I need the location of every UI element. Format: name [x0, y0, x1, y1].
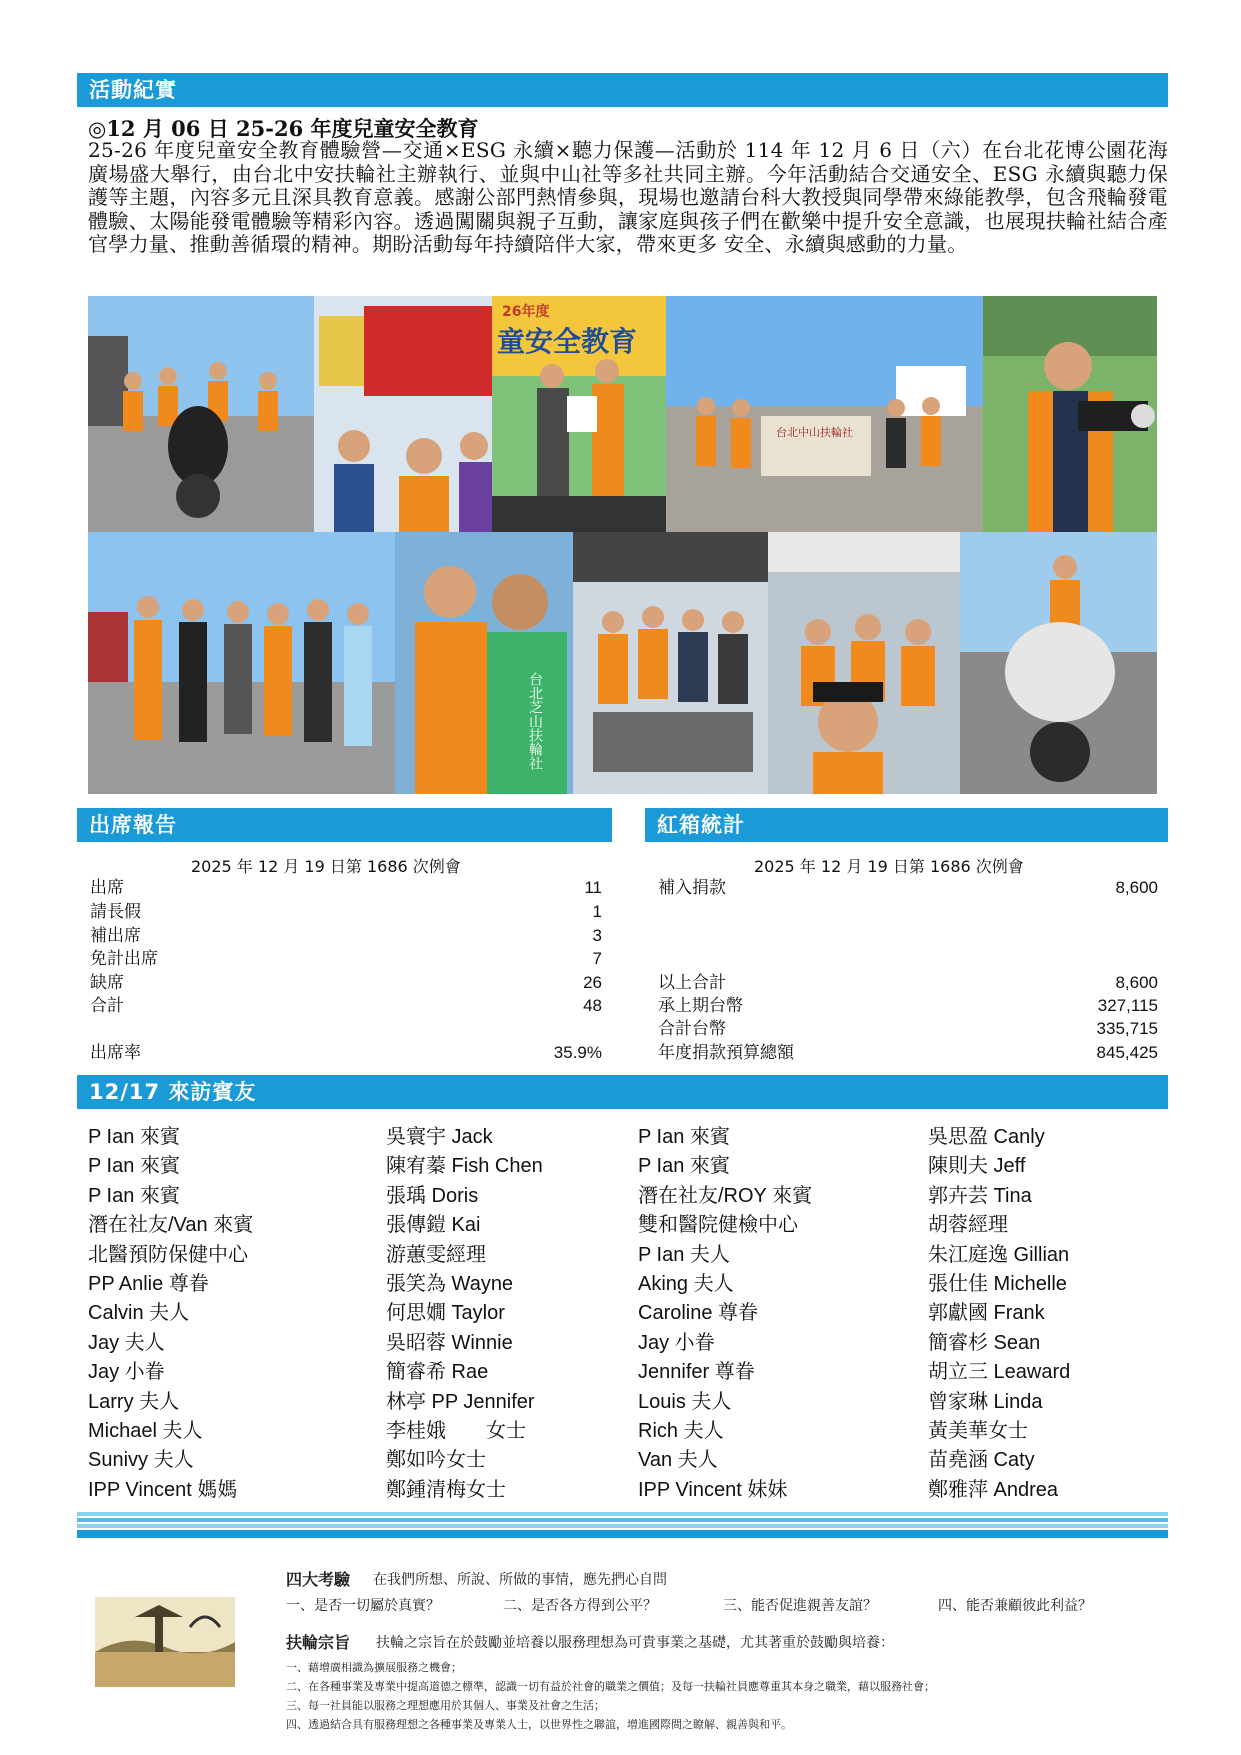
visitor-name: Louis 夫人	[638, 1390, 732, 1413]
redbox-row: 承上期台幣 327,115	[658, 996, 1158, 1016]
visitor-name: Van 夫人	[638, 1449, 718, 1472]
photo-waving-selfie	[768, 532, 960, 794]
visitor-name: 鄭鍾清梅女士	[386, 1478, 506, 1501]
event-title: ◎12 月 06 日 25-26 年度兒童安全教育	[88, 116, 479, 141]
visitor-name: 吳寰宇 Jack	[386, 1126, 493, 1148]
visitor-name: P Ian 來賓	[88, 1155, 180, 1178]
visitor-name: Larry 夫人	[88, 1390, 180, 1413]
event-description: 25-26 年度兒童安全教育體驗營—交通×ESG 永續×聽力保護—活動於 114 年 12 月 6 日（六）在台北花博公園花海廣場盛大舉行，由台北中安扶輪社主辦執行、並與中山社等多社共同主辦。今年活動結合交通安全、ESG 永續與聽力保護等主題，內容多元且深具教育意義。感謝公部門熱情參與，現場也邀請台科大教授與同學帶來綠能教學，包含飛輪發電體驗、太陽能發電體驗等精彩內容。透過闖關與親子互動，讓家庭與孩子們在歡樂中提升安全意識，也展現扶輪社結合產官學力量、推動善循環的精神。期盼活動每年持續陪伴大家，帶來更多 安全、永續與感動的力量。	[88, 138, 1168, 256]
object-item: 三、每一社員能以服務之理想應用於其個人、事業及社會之生活；	[286, 1699, 605, 1712]
visitor-name: 張瑀 Doris	[386, 1184, 479, 1207]
visitor-name: Jay 小眷	[638, 1331, 715, 1354]
section-title-redbox: 紅箱統計	[657, 812, 745, 837]
visitor-name: IPP Vincent 媽媽	[88, 1478, 238, 1501]
visitor-name: Calvin 夫人	[88, 1302, 190, 1325]
vest-club-text: 台北芝山扶輪社	[527, 672, 543, 770]
visitor-name: 陳宥蓁 Fish Chen	[386, 1155, 543, 1178]
club-flag-text: 台北中山扶輪社	[776, 426, 853, 439]
object-of-rotary-title: 扶輪宗旨	[286, 1633, 351, 1652]
section-bar-activity	[77, 73, 1168, 107]
visitor-name: 吳昭蓉 Winnie	[386, 1331, 513, 1354]
four-way-test-title: 四大考驗	[286, 1570, 351, 1589]
section-title-visitors: 12/17 來訪賓友	[89, 1080, 257, 1104]
photo-fire-truck	[314, 296, 492, 532]
visitor-name: 胡立三 Leaward	[928, 1361, 1071, 1384]
object-item: 一、藉增廣相識為擴展服務之機會；	[286, 1661, 462, 1674]
object-item: 四、透過結合具有服務理想之各種事業及專業人士，以世界性之聯誼，增進國際間之瞭解、親善與和平。	[286, 1718, 792, 1731]
visitor-name: 潛在社友/Van 來賓	[88, 1214, 254, 1237]
divider-stripe	[77, 1518, 1168, 1522]
visitor-name: 張笑為 Wayne	[386, 1273, 514, 1295]
visitor-name: Jennifer 尊眷	[638, 1361, 755, 1384]
visitor-name: Aking 夫人	[638, 1273, 734, 1295]
visitor-name: PP Anlie 尊眷	[88, 1273, 209, 1295]
four-way-item: 四、能否兼顧彼此利益？	[938, 1598, 1092, 1614]
visitor-name: 苗堯涵 Caty	[928, 1449, 1035, 1472]
visitor-name: 潛在社友/ROY 來賓	[638, 1184, 813, 1207]
attendance-rate-row: 出席率 35.9%	[90, 1043, 602, 1063]
visitor-name: 鄭如吟女士	[386, 1449, 486, 1472]
visitor-name: Sunivy 夫人	[88, 1449, 194, 1472]
section-bar-redbox	[645, 808, 1168, 842]
visitor-name: Caroline 尊眷	[638, 1302, 759, 1325]
visitor-name: 李桂娥 女士	[386, 1420, 526, 1442]
section-title-activity: 活動紀實	[89, 77, 177, 102]
visitor-name: 郭卉芸 Tina	[928, 1184, 1032, 1207]
visitor-name: 張仕佳 Michelle	[928, 1273, 1067, 1295]
redbox-meeting: 2025 年 12 月 19 日第 1686 次例會	[754, 857, 1024, 876]
four-way-item: 一、是否一切屬於真實？	[286, 1598, 440, 1614]
visitor-name: 曾家琳 Linda	[928, 1390, 1043, 1413]
attendance-row: 缺席 26	[90, 973, 602, 993]
visitor-name: 雙和醫院健檢中心	[638, 1214, 798, 1237]
visitor-name: 陳則夫 Jeff	[928, 1155, 1026, 1178]
visitor-name: 吳思盈 Canly	[928, 1126, 1045, 1148]
object-item: 二、在各種事業及專業中提高道德之標準，認識一切有益於社會的職業之價值；及每一扶輪社員應尊重其本身之職業，藉以服務社會；	[286, 1680, 935, 1693]
visitor-name: 朱江庭逸 Gillian	[928, 1243, 1070, 1266]
visitor-name: 簡睿杉 Sean	[928, 1331, 1041, 1354]
photo-police-motorcycle	[960, 532, 1157, 794]
visitor-name: P Ian 來賓	[88, 1184, 180, 1207]
visitor-name: 簡睿希 Rae	[386, 1361, 489, 1384]
rotary-landscape-painting	[95, 1597, 235, 1687]
object-of-rotary-intro: 扶輪之宗旨在於鼓勵並培養以服務理想為可貴事業之基礎，尤其著重於鼓勵與培養：	[376, 1635, 894, 1651]
redbox-row: 合計台幣 335,715	[658, 1019, 1158, 1039]
visitor-name: 郭獻國 Frank	[928, 1302, 1045, 1325]
photo-club-banner-group	[666, 296, 983, 532]
visitor-name: 北醫預防保健中心	[88, 1243, 248, 1266]
visitor-name: Rich 夫人	[638, 1420, 724, 1442]
redbox-row: 年度捐款預算總額 845,425	[658, 1043, 1158, 1063]
visitor-name: 張傳鎧 Kai	[386, 1214, 481, 1237]
divider-stripe	[77, 1512, 1168, 1516]
photo-two-members	[395, 532, 573, 794]
visitor-name: P Ian 來賓	[638, 1155, 730, 1178]
photo-photographer	[983, 296, 1157, 532]
visitor-name: Jay 小眷	[88, 1361, 165, 1384]
visitor-name: P Ian 來賓	[88, 1126, 180, 1148]
visitor-name: Michael 夫人	[88, 1420, 203, 1442]
photo-officials-group	[88, 532, 395, 794]
divider-stripe	[77, 1524, 1168, 1528]
visitor-name: 鄭雅萍 Andrea	[928, 1478, 1059, 1501]
visitor-name: 游蕙雯經理	[386, 1243, 486, 1266]
visitor-name: 黃美華女士	[928, 1420, 1028, 1442]
attendance-row: 合計 48	[90, 996, 602, 1016]
redbox-donation-row: 補入捐款 8,600	[658, 878, 1158, 898]
four-way-item: 二、是否各方得到公平？	[503, 1598, 657, 1614]
four-way-test-intro: 在我們所想、所說、所做的事情，應先捫心自問	[373, 1572, 667, 1588]
visitor-name: P Ian 來賓	[638, 1126, 730, 1148]
attendance-row: 補出席 3	[90, 926, 602, 946]
photo-motorcycle-group	[88, 296, 314, 532]
section-title-attendance: 出席報告	[89, 812, 177, 837]
visitor-name: Jay 夫人	[88, 1331, 165, 1354]
attendance-row: 免計出席 7	[90, 949, 602, 969]
visitor-name: 何思嫺 Taylor	[386, 1302, 505, 1325]
attendance-meeting: 2025 年 12 月 19 日第 1686 次例會	[191, 857, 461, 876]
attendance-row: 出席 11	[90, 878, 602, 898]
attendance-row: 請長假 1	[90, 902, 602, 922]
divider-stripe	[77, 1530, 1168, 1538]
visitor-name: 胡蓉經理	[928, 1214, 1008, 1237]
banner-title-text: 童安全教育	[497, 325, 638, 358]
redbox-row: 以上合計 8,600	[658, 973, 1158, 993]
section-bar-visitors	[77, 1075, 1168, 1109]
banner-year-text: 26年度	[502, 304, 550, 320]
photo-seated-audience	[573, 532, 768, 794]
photo-award-stage	[492, 296, 666, 532]
visitor-name: IPP Vincent 妹妹	[638, 1478, 788, 1501]
four-way-item: 三、能否促進親善友誼？	[723, 1598, 877, 1614]
visitor-name: 林亭 PP Jennifer	[386, 1390, 535, 1413]
section-bar-attendance	[77, 808, 612, 842]
visitor-name: P Ian 夫人	[638, 1243, 730, 1266]
